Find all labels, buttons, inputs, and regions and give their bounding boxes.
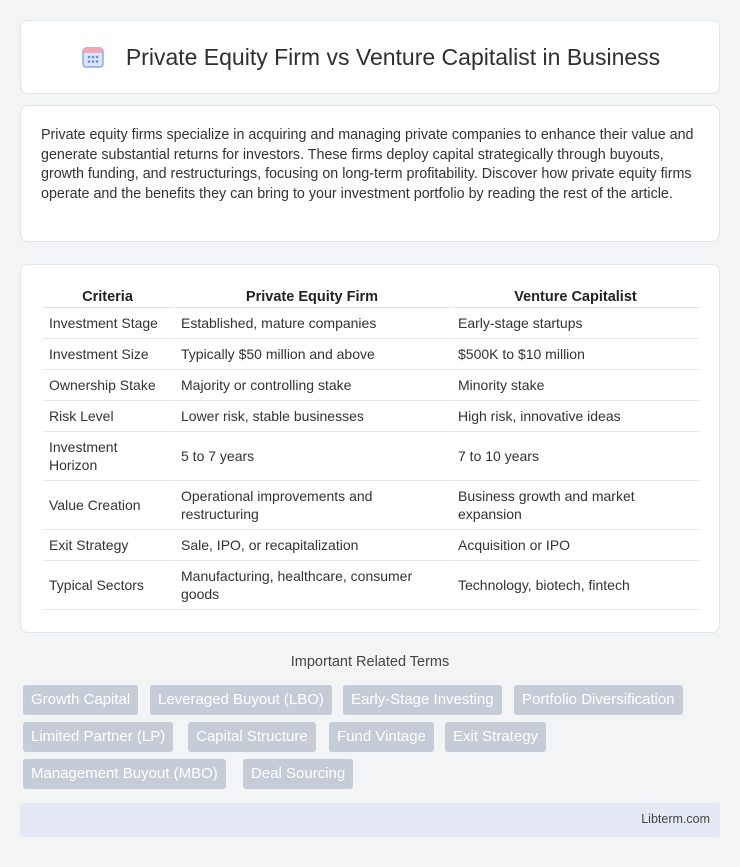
table-cell: Investment Horizon: [43, 432, 175, 481]
table-cell: 7 to 10 years: [452, 432, 699, 481]
column-header-venture-capitalist: Venture Capitalist: [452, 285, 699, 308]
table-cell: Majority or controlling stake: [175, 370, 452, 401]
table-cell: Investment Stage: [43, 308, 175, 339]
table-cell: Risk Level: [43, 401, 175, 432]
comparison-table: [43, 285, 699, 610]
table-cell: Investment Size: [43, 339, 175, 370]
table-row: [43, 530, 699, 561]
table-cell: Established, mature companies: [175, 308, 452, 339]
footer-site-link[interactable]: Libterm.com: [641, 812, 710, 826]
table-cell: Exit Strategy: [43, 530, 175, 561]
table-row: [43, 339, 699, 370]
table-row: [43, 561, 699, 610]
tag-capital-structure[interactable]: Capital Structure: [188, 722, 316, 752]
tag-fund-vintage[interactable]: Fund Vintage: [329, 722, 434, 752]
comparison-card: [20, 264, 720, 633]
page-title: Private Equity Firm vs Venture Capitalist in Business: [125, 43, 661, 70]
table-cell: Typically $50 million and above: [175, 339, 452, 370]
calendar-icon: [80, 44, 106, 70]
table-cell: Ownership Stake: [43, 370, 175, 401]
table-row: [43, 370, 699, 401]
table-cell: 5 to 7 years: [175, 432, 452, 481]
table-cell: High risk, innovative ideas: [452, 401, 699, 432]
intro-card: [20, 105, 720, 242]
table-cell: Technology, biotech, fintech: [452, 561, 699, 610]
table-cell: Value Creation: [43, 481, 175, 530]
tag-limited-partner[interactable]: Limited Partner (LP): [23, 722, 173, 752]
intro-paragraph: Private equity firms specialize in acquiring and managing private companies to enhance their value and generate substantial returns for investors. These firms deploy capital strategically through buyouts, growth funding, and restructurings, focusing on long-term profitability. Discover how private equity firms operate and the benefits they can bring to your investment portfolio by reading the rest of the article.: [41, 127, 694, 202]
column-header-private-equity: Private Equity Firm: [175, 285, 452, 308]
table-cell: Minority stake: [452, 370, 699, 401]
footer: [20, 803, 720, 837]
table-cell: Acquisition or IPO: [452, 530, 699, 561]
tag-portfolio-diversification[interactable]: Portfolio Diversification: [514, 685, 683, 715]
tag-early-stage-investing[interactable]: Early-Stage Investing: [343, 685, 502, 715]
table-cell: Manufacturing, healthcare, consumer goods: [175, 561, 452, 610]
tag-growth-capital[interactable]: Growth Capital: [23, 685, 138, 715]
table-cell: Lower risk, stable businesses: [175, 401, 452, 432]
column-header-criteria: Criteria: [43, 285, 175, 308]
table-row: [43, 308, 699, 339]
table-row: [43, 401, 699, 432]
tag-leveraged-buyout[interactable]: Leveraged Buyout (LBO): [150, 685, 332, 715]
table-header-row: [43, 285, 699, 308]
table-cell: $500K to $10 million: [452, 339, 699, 370]
tag-deal-sourcing[interactable]: Deal Sourcing: [243, 759, 353, 789]
related-terms-heading: Important Related Terms: [290, 654, 450, 670]
tag-management-buyout[interactable]: Management Buyout (MBO): [23, 759, 226, 789]
table-cell: Operational improvements and restructuring: [175, 481, 452, 530]
table-cell: Early-stage startups: [452, 308, 699, 339]
table-cell: Business growth and market expansion: [452, 481, 699, 530]
table-row: [43, 481, 699, 530]
title-card: [20, 20, 720, 94]
tag-exit-strategy[interactable]: Exit Strategy: [445, 722, 546, 752]
table-cell: Sale, IPO, or recapitalization: [175, 530, 452, 561]
table-cell: Typical Sectors: [43, 561, 175, 610]
table-row: [43, 432, 699, 481]
